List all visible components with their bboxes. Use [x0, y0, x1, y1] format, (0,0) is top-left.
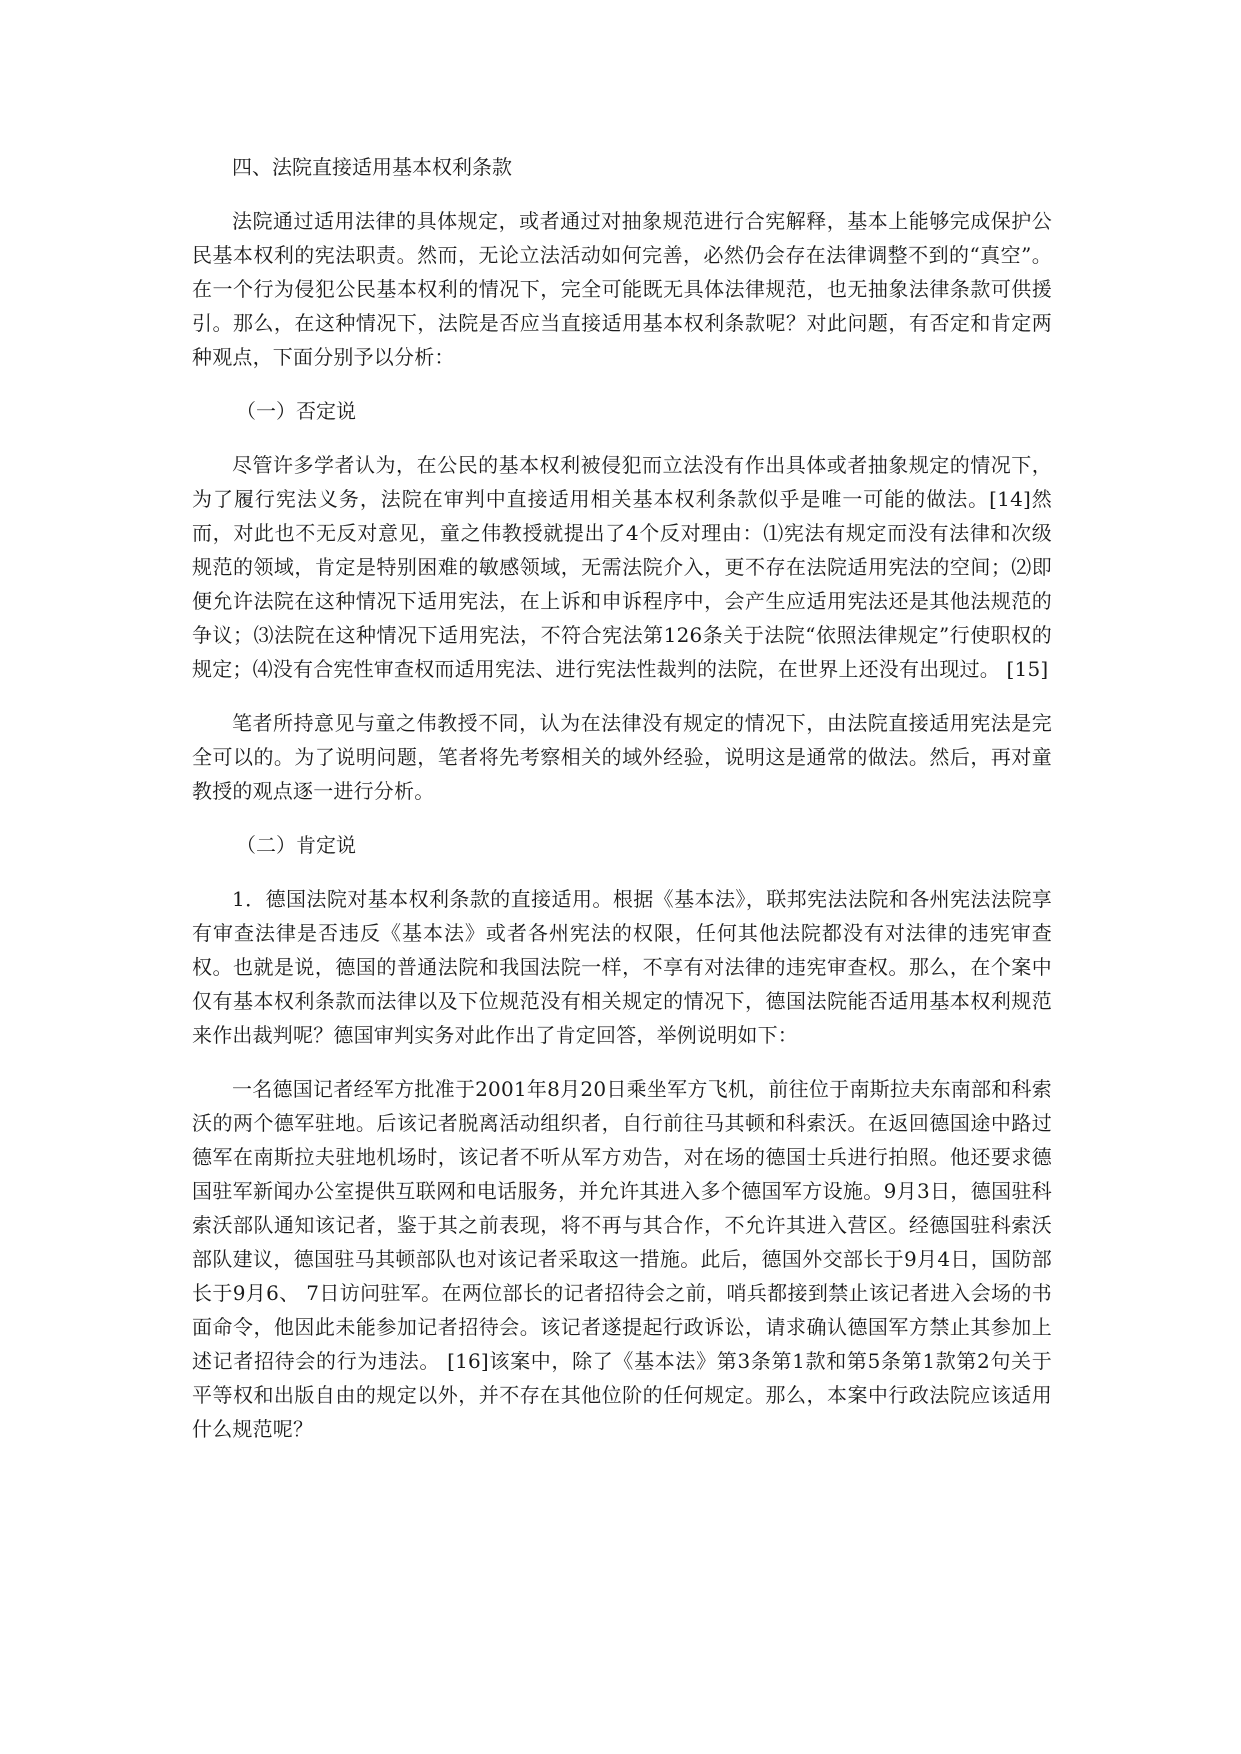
paragraph: 笔者所持意见与童之伟教授不同，认为在法律没有规定的情况下，由法院直接适用宪法是完全可以的。为了说明问题，笔者将先考察相关的域外经验，说明这是通常的做法。然后，再对童教授的观点逐一进行分析。 — [192, 711, 1052, 803]
paragraph: 一名德国记者经军方批准于2001年8月20日乘坐军方飞机，前往位于南斯拉夫东南部和科索沃的两个德军驻地。后该记者脱离活动组织者，自行前往马其顿和科索沃。在返回德国途中路过德军在南斯拉夫驻地机场时，该记者不听从军方劝告，对在场的德国士兵进行拍照。他还要求德国驻军新闻办公室提供互联网和电话服务，并允许其进入多个德国军方设施。9月3日，德国驻科索沃部队通知该记者，鉴于其之前表现，将不再与其合作，不允许其进入营区。经德国驻科索沃部队建议，德国驻马其顿部队也对该记者采取这一措施。此后，德国外交部长于9月4日，国防部长于9月6、 7日访问驻军。在两位部长的记者招待会之前，哨兵都接到禁止该记者进入会场的书面命令，他因此未能参加记者招待会。该记者遂提起行政诉讼，请求确认德国军方禁止其参加上述记者招待会的行为违法。 [16]该案中，除了《基本法》第3条第1款和第5条第1款第2句关于平等权和出版自由的规定以外，并不存在其他位阶的任何规定。那么，本案中行政法院应该适用什么规范呢？ — [192, 1077, 1052, 1441]
subsection-heading: （一）否定说 — [236, 399, 356, 423]
subsection-heading: （二）肯定说 — [236, 833, 356, 857]
document-body — [192, 150, 1052, 1466]
paragraph: 1．德国法院对基本权利条款的直接适用。根据《基本法》，联邦宪法法院和各州宪法法院享有审查法律是否违反《基本法》或者各州宪法的权限，任何其他法院都没有对法律的违宪审查权。也就是说，德国的普通法院和我国法院一样，不享有对法律的违宪审查权。那么，在个案中仅有基本权利条款而法律以及下位规范没有相关规定的情况下，德国法院能否适用基本权利规范来作出裁判呢？德国审判实务对此作出了肯定回答，举例说明如下： — [192, 887, 1052, 1047]
paragraph: 尽管许多学者认为，在公民的基本权利被侵犯而立法没有作出具体或者抽象规定的情况下，为了履行宪法义务，法院在审判中直接适用相关基本权利条款似乎是唯一可能的做法。[14]然而，对此也不无反对意见，童之伟教授就提出了4个反对理由：⑴宪法有规定而没有法律和次级规范的领域，肯定是特别困难的敏感领域，无需法院介入，更不存在法院适用宪法的空间；⑵即便允许法院在这种情况下适用宪法，在上诉和申诉程序中，会产生应适用宪法还是其他法规范的争议；⑶法院在这种情况下适用宪法，不符合宪法第126条关于法院“依照法律规定”行使职权的规定；⑷没有合宪性审查权而适用宪法、进行宪法性裁判的法院，在世界上还没有出现过。 [15] — [192, 453, 1052, 681]
section-heading: 四、法院直接适用基本权利条款 — [232, 155, 512, 179]
paragraph: 法院通过适用法律的具体规定，或者通过对抽象规范进行合宪解释，基本上能够完成保护公民基本权利的宪法职责。然而，无论立法活动如何完善，必然仍会存在法律调整不到的“真空”。在一个行为侵犯公民基本权利的情况下，完全可能既无具体法律规范，也无抽象法律条款可供援引。那么，在这种情况下，法院是否应当直接适用基本权利条款呢？对此问题，有否定和肯定两种观点，下面分别予以分析： — [192, 209, 1052, 369]
